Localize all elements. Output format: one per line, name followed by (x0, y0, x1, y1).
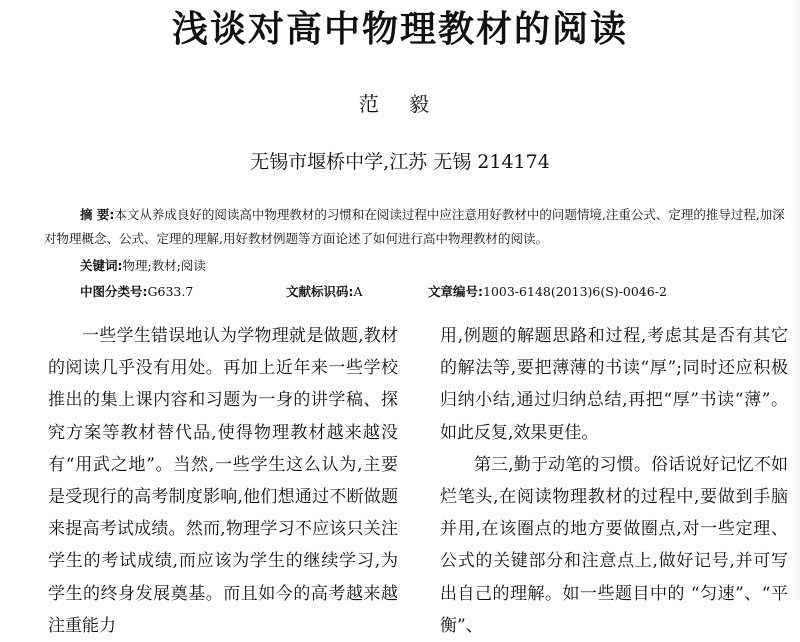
classification-number (80, 281, 193, 303)
article-number-value: 1003-6148(2013)6(S)-0046-2 (483, 284, 667, 299)
keywords (80, 255, 206, 277)
body-paragraph: 第三,勤于动笔的习惯。俗话说好记忆不如烂笔头,在阅读物理教材的过程中,要做到手脑并用,在该圈点的地方要做圈点,对一些定理、公式的关键部分和注意点上,做好记号,并可写出自己的理解。如一些题目中的 “匀速”、“平衡”、 (440, 454, 788, 636)
abstract (44, 203, 788, 251)
author-affiliation: 无锡市堰桥中学,江苏 无锡 214174 (250, 151, 550, 173)
article-number (428, 281, 667, 303)
keywords-text: 物理;教材;阅读 (122, 258, 206, 273)
body-column-right (440, 320, 788, 642)
abstract-text: 本文从养成良好的阅读高中物理教材的习惯和在阅读过程中应注意用好教材中的问题情境,注重公式、定理的推导过程,加深对物理概念、公式、定理的理解,用好教材例题等方面论述了如何进行高中物理教材的阅读。 (44, 207, 785, 246)
keywords-label: 关键词: (80, 258, 123, 273)
page-edge-shadow (790, 0, 800, 600)
document-code-label: 文献标识码: (286, 284, 354, 299)
author-name: 范 毅 (358, 92, 442, 116)
classification-label: 中图分类号: (80, 284, 148, 299)
document-code-value: A (353, 284, 363, 299)
body-paragraph: 用,例题的解题思路和过程,考虑其是否有其它的解法等,要把薄薄的书读“厚”;同时还应积极归纳小结,通过归纳总结,再把“厚”书读“薄”。如此反复,效果更佳。 (440, 326, 788, 443)
document-code (286, 281, 363, 303)
body-column-left (48, 320, 398, 642)
article-number-label: 文章编号: (428, 284, 483, 299)
classification-value: G633.7 (147, 284, 194, 299)
abstract-label: 摘 要: (80, 207, 115, 222)
body-paragraph: 一些学生错误地认为学物理就是做题,教材的阅读几乎没有用处。再加上近年来一些学校推出的集上课内容和习题为一身的讲学稿、探究方案等教材替代品,使得物理教材越来越没有“用武之地”。当然,一些学生这么认为,主要是受现行的高考制度影响,他们想通过不断做题来提高考试成绩。然而,物理学习不应该只关注学生的考试成绩,而应该为学生的继续学习,为学生的终身发展奠基。而且如今的高考越来越注重能力 (48, 326, 398, 636)
paper-title: 浅谈对高中物理教材的阅读 (171, 9, 628, 50)
